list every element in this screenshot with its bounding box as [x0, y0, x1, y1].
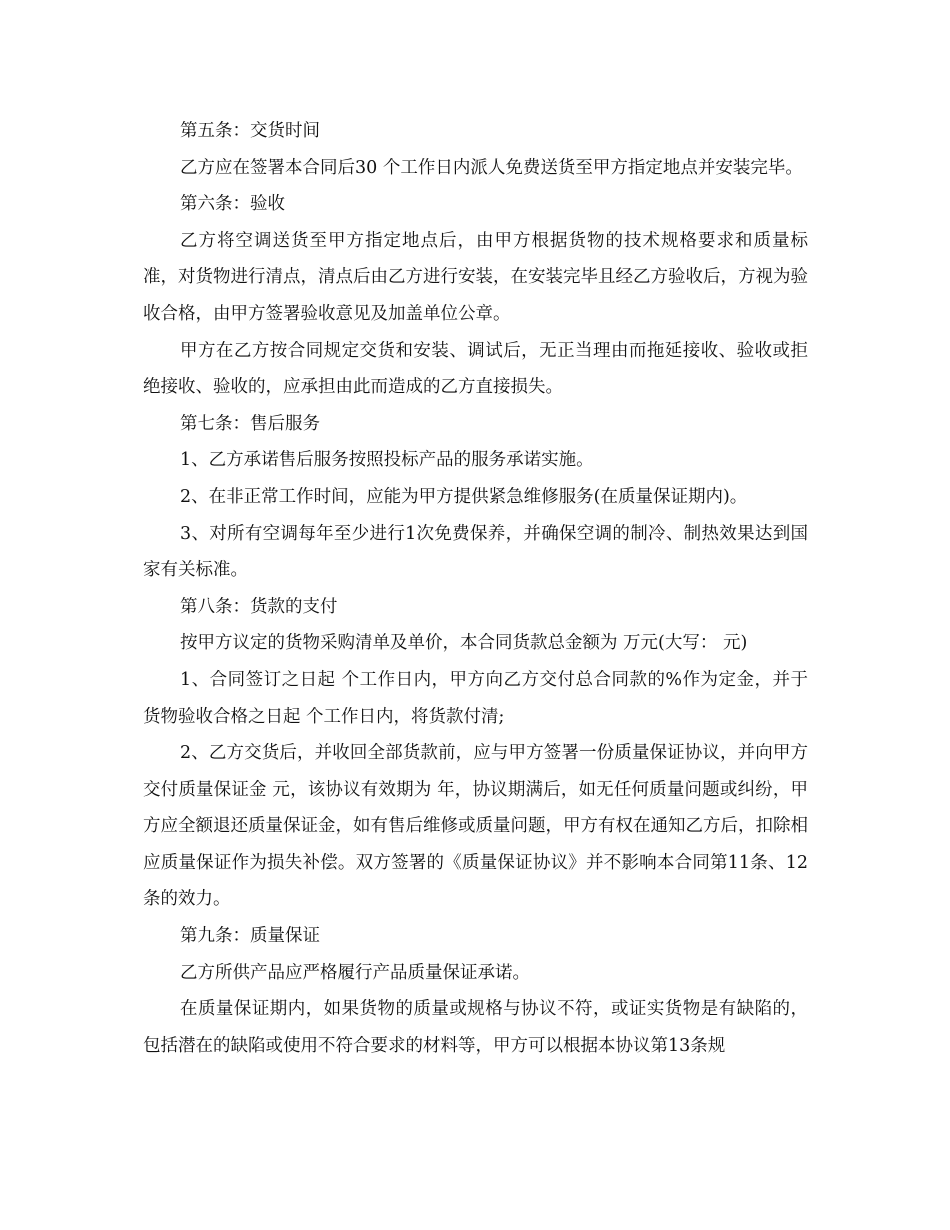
article-8-item-2: 2、乙方交货后，并收回全部货款前，应与甲方签署一份质量保证协议，并向甲方交付质量保证金 元，该协议有效期为 年，协议期满后，如无任何质量问题或纠纷，甲方应全额退还质量保证金，如有售后维修或质量问题，甲方有权在通知乙方后，扣除相应质量保证作为损失补偿。双方签署的《质量保证协议》并不影响本合同第11条、12条的效力。 [143, 743, 808, 910]
article-7-item-3: 3、对所有空调每年至少进行1次免费保养，并确保空调的制冷、制热效果达到国家有关标准。 [143, 523, 808, 581]
article-9-heading: 第九条：质量保证 [180, 926, 320, 947]
article-5-heading: 第五条：交货时间 [180, 121, 320, 141]
article-6-heading: 第六条：验收 [180, 194, 285, 215]
article-9-text-2: 在质量保证期内，如果货物的质量或规格与协议不符，或证实货物是有缺陷的，包括潜在的缺陷或使用不符合要求的材料等，甲方可以根据本协议第13条规 [143, 999, 808, 1056]
article-6-text-1: 乙方将空调送货至甲方指定地点后，由甲方根据货物的技术规格要求和质量标准，对货物进行清点，清点后由乙方进行安装，在安装完毕且经乙方验收后，方视为验收合格，由甲方签署验收意见及加盖单位公章。 [143, 230, 808, 324]
article-8-item-1: 1、合同签订之日起 个工作日内，甲方向乙方交付总合同款的%作为定金，并于货物验收合格之日起 个工作日内，将货款付清; [143, 669, 808, 727]
article-7-item-1: 1、乙方承诺售后服务按照投标产品的服务承诺实施。 [180, 450, 594, 471]
article-8-heading: 第八条：货款的支付 [180, 596, 338, 617]
article-7-item-2: 2、在非正常工作时间，应能为甲方提供紧急维修服务(在质量保证期内)。 [180, 486, 748, 507]
article-8-text: 按甲方议定的货物采购清单及单价，本合同货款总金额为 万元(大写： 元) [180, 633, 748, 654]
article-6-text-2: 甲方在乙方按合同规定交货和安装、调试后，无正当理由而拖延接收、验收或拒绝接收、验收的，应承担由此而造成的乙方直接损失。 [143, 340, 808, 398]
article-7-heading: 第七条：售后服务 [180, 413, 320, 434]
article-5-text: 乙方应在签署本合同后30 个工作日内派人免费送货至甲方指定地点并安装完毕。 [180, 157, 803, 178]
article-9-text-1: 乙方所供产品应严格履行产品质量保证承诺。 [180, 962, 530, 983]
document-body [143, 113, 808, 1064]
